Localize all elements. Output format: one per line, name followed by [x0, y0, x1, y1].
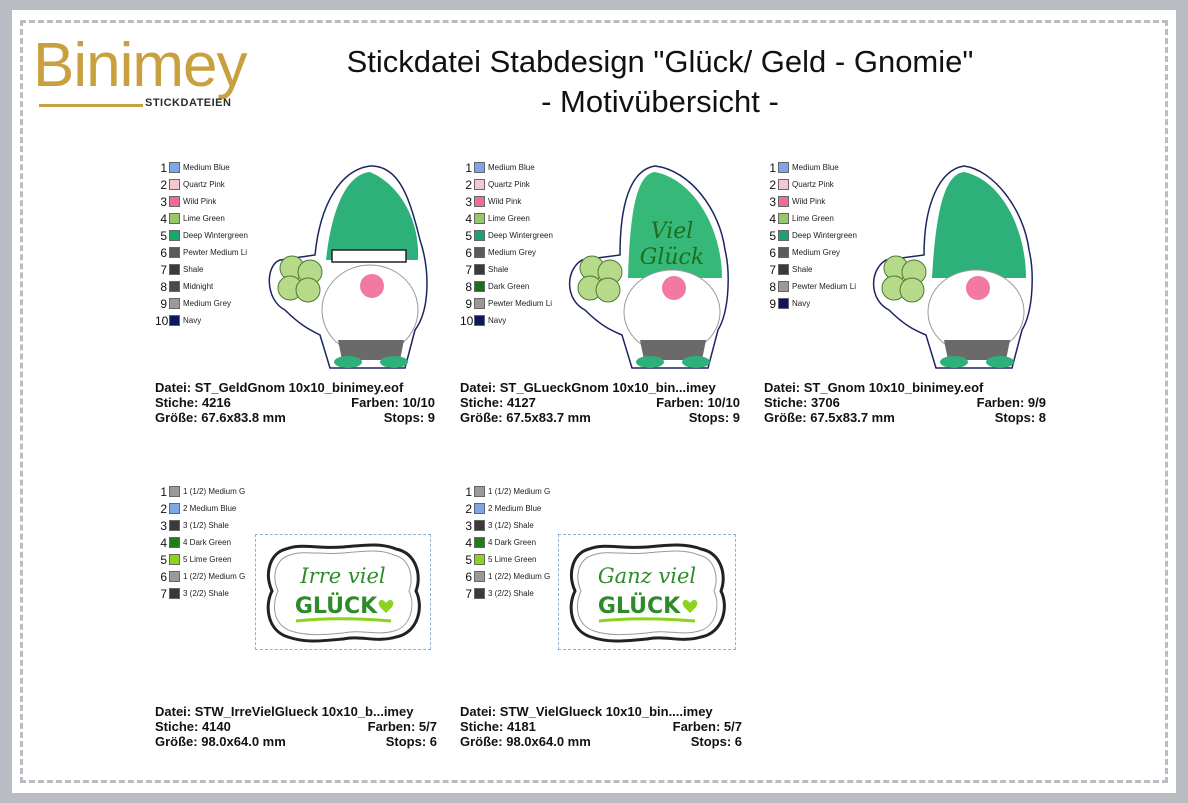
legend-color-name: 3 (1/2) Shale — [488, 521, 534, 530]
legend-number: 3 — [769, 194, 776, 209]
legend-item — [764, 245, 840, 260]
legend-color-name: 1 (1/2) Medium G — [183, 487, 246, 496]
legend-number: 6 — [160, 569, 167, 584]
color-swatch — [474, 315, 485, 326]
color-swatch — [169, 486, 180, 497]
legend-item — [155, 279, 213, 294]
design-info — [460, 704, 742, 749]
legend-number: 8 — [769, 279, 776, 294]
design-info — [460, 380, 740, 425]
color-swatch — [778, 162, 789, 173]
color-swatch — [169, 554, 180, 565]
stitch-count: Stiche: 4216 — [155, 395, 231, 410]
color-count: Farben: 5/7 — [672, 719, 742, 734]
legend-item — [155, 586, 229, 601]
legend-color-name: Pewter Medium Li — [488, 299, 553, 308]
size: Größe: 67.5x83.7 mm — [764, 410, 895, 425]
color-swatch — [778, 196, 789, 207]
size: Größe: 67.5x83.7 mm — [460, 410, 591, 425]
art-line-1: Ganz viel — [597, 564, 697, 588]
color-swatch — [778, 298, 789, 309]
file-name: Datei: STW_IrreVielGlueck 10x10_b...imey — [155, 704, 414, 719]
color-swatch — [169, 588, 180, 599]
legend-color-name: Medium Grey — [792, 248, 841, 257]
design-card-2[interactable] — [460, 160, 750, 430]
legend-item — [460, 279, 529, 294]
design-card-1[interactable] — [155, 160, 445, 430]
legend-number: 2 — [465, 177, 472, 192]
patch-frame — [558, 534, 736, 650]
legend-color-name: 1 (2/2) Medium G — [183, 572, 246, 581]
legend-color-name: Medium Blue — [792, 163, 839, 172]
color-swatch — [474, 179, 485, 190]
legend-color-name: 5 Lime Green — [488, 555, 537, 564]
legend-item — [155, 245, 247, 260]
legend-color-name: Shale — [488, 265, 509, 274]
legend-item — [764, 279, 856, 294]
design-info — [155, 704, 437, 749]
size: Größe: 67.6x83.8 mm — [155, 410, 286, 425]
legend-item — [460, 518, 534, 533]
stop-count: Stops: 9 — [383, 410, 435, 425]
color-swatch — [778, 281, 789, 292]
legend-number: 1 — [160, 160, 167, 175]
color-swatch — [169, 230, 180, 241]
legend-color-name: Navy — [488, 316, 507, 325]
legend-color-name: 3 (1/2) Shale — [183, 521, 229, 530]
legend-item — [460, 296, 552, 311]
file-name: Datei: ST_Gnom 10x10_binimey.eof — [764, 380, 984, 395]
legend-number: 7 — [160, 262, 167, 277]
color-swatch — [169, 264, 180, 275]
color-swatch — [474, 486, 485, 497]
stitch-count: Stiche: 4181 — [460, 719, 536, 734]
color-swatch — [474, 298, 485, 309]
color-swatch — [169, 537, 180, 548]
color-swatch — [474, 554, 485, 565]
color-swatch — [169, 247, 180, 258]
file-name: Datei: STW_VielGlueck 10x10_bin....imey — [460, 704, 713, 719]
legend-number: 4 — [160, 535, 167, 550]
legend-number: 1 — [465, 160, 472, 175]
legend-number: 3 — [465, 518, 472, 533]
legend-item — [764, 296, 810, 311]
color-swatch — [169, 520, 180, 531]
color-swatch — [169, 298, 180, 309]
legend-color-name: Shale — [183, 265, 204, 274]
legend-color-name: Deep Wintergreen — [183, 231, 248, 240]
legend-color-name: Dark Green — [488, 282, 530, 291]
legend-item — [460, 484, 550, 499]
legend-number: 3 — [160, 194, 167, 209]
page-title — [290, 42, 1030, 122]
legend-color-name: 3 (2/2) Shale — [183, 589, 229, 598]
legend-color-name: Pewter Medium Li — [183, 248, 248, 257]
patch-frame — [255, 534, 431, 650]
legend-number: 9 — [465, 296, 472, 311]
legend-item — [155, 211, 225, 226]
design-card-3[interactable] — [764, 160, 1054, 430]
legend-number: 5 — [465, 228, 472, 243]
legend-item — [460, 552, 536, 567]
color-swatch — [778, 230, 789, 241]
legend-item — [155, 535, 231, 550]
legend-color-name: Medium Grey — [183, 299, 232, 308]
color-swatch — [169, 315, 180, 326]
stitch-count: Stiche: 4140 — [155, 719, 231, 734]
legend-item — [764, 160, 839, 175]
legend-item — [155, 296, 231, 311]
legend-color-name: Pewter Medium Li — [792, 282, 857, 291]
legend-item — [460, 211, 530, 226]
legend-item — [155, 262, 203, 277]
legend-number: 6 — [465, 569, 472, 584]
title-line-2: - Motivübersicht - — [541, 84, 779, 119]
legend-color-name: Lime Green — [183, 214, 225, 223]
legend-color-name: 2 Medium Blue — [488, 504, 542, 513]
legend-number: 8 — [465, 279, 472, 294]
color-swatch — [169, 503, 180, 514]
legend-number: 2 — [160, 177, 167, 192]
legend-color-name: Deep Wintergreen — [488, 231, 553, 240]
design-card-5[interactable] — [460, 484, 750, 754]
legend-number: 5 — [465, 552, 472, 567]
patch-image — [559, 535, 735, 649]
legend-item — [155, 484, 245, 499]
legend-number: 7 — [769, 262, 776, 277]
legend-item — [155, 313, 201, 328]
stop-count: Stops: 9 — [688, 410, 740, 425]
legend-number: 5 — [160, 552, 167, 567]
patch-image — [256, 535, 430, 649]
legend-item — [155, 518, 229, 533]
legend-item — [460, 535, 536, 550]
stitch-count: Stiche: 4127 — [460, 395, 536, 410]
stitch-count: Stiche: 3706 — [764, 395, 840, 410]
legend-item — [155, 160, 230, 175]
legend-item — [764, 211, 834, 226]
legend-color-name: Navy — [183, 316, 202, 325]
legend-item — [764, 177, 834, 192]
legend-item — [460, 177, 530, 192]
color-swatch — [474, 537, 485, 548]
legend-number: 6 — [769, 245, 776, 260]
color-swatch — [474, 264, 485, 275]
legend-item — [155, 177, 225, 192]
legend-color-name: Medium Grey — [488, 248, 537, 257]
color-count: Farben: 10/10 — [656, 395, 740, 410]
art-text: Glück — [639, 245, 705, 270]
legend-color-name: 5 Lime Green — [183, 555, 232, 564]
logo — [33, 30, 278, 122]
legend-number: 9 — [160, 296, 167, 311]
color-count: Farben: 5/7 — [367, 719, 437, 734]
logo-needle-line — [39, 104, 143, 107]
legend-color-name: Lime Green — [488, 214, 530, 223]
legend-number: 7 — [160, 586, 167, 601]
legend-item — [460, 586, 534, 601]
legend-color-name: Medium Blue — [183, 163, 230, 172]
legend-number: 9 — [769, 296, 776, 311]
color-swatch — [169, 196, 180, 207]
legend-number: 2 — [465, 501, 472, 516]
art-line-2: GLÜCK — [597, 594, 681, 619]
file-name: Datei: ST_GeldGnom 10x10_binimey.eof — [155, 380, 404, 395]
legend-number: 3 — [465, 194, 472, 209]
legend-item — [460, 313, 506, 328]
color-swatch — [169, 162, 180, 173]
legend-color-name: 4 Dark Green — [488, 538, 537, 547]
color-swatch — [169, 213, 180, 224]
legend-item — [764, 262, 812, 277]
legend-number: 2 — [769, 177, 776, 192]
legend-number: 4 — [769, 211, 776, 226]
color-swatch — [169, 281, 180, 292]
color-swatch — [474, 196, 485, 207]
legend-number: 10 — [155, 313, 169, 328]
legend-color-name: 2 Medium Blue — [183, 504, 237, 513]
legend-number: 1 — [160, 484, 167, 499]
stop-count: Stops: 6 — [385, 734, 437, 749]
color-swatch — [474, 571, 485, 582]
color-swatch — [778, 247, 789, 258]
design-info — [155, 380, 435, 425]
legend-item — [460, 569, 550, 584]
legend-number: 8 — [160, 279, 167, 294]
legend-number: 1 — [769, 160, 776, 175]
stop-count: Stops: 6 — [690, 734, 742, 749]
color-swatch — [474, 503, 485, 514]
legend-item — [764, 194, 825, 209]
design-card-4[interactable] — [155, 484, 445, 754]
color-swatch — [474, 230, 485, 241]
legend-color-name: Quartz Pink — [792, 180, 834, 189]
logo-subtitle: STICKDATEIEN — [145, 97, 232, 109]
gnome-luck-image — [560, 160, 740, 372]
color-swatch — [474, 588, 485, 599]
legend-color-name: Wild Pink — [488, 197, 522, 206]
color-swatch — [169, 571, 180, 582]
legend-item — [460, 245, 536, 260]
legend-color-name: Midnight — [183, 282, 214, 291]
legend-number: 7 — [465, 262, 472, 277]
legend-number: 3 — [160, 518, 167, 533]
legend-color-name: Shale — [792, 265, 813, 274]
legend-number: 4 — [465, 535, 472, 550]
color-swatch — [474, 520, 485, 531]
gnome-money-image — [260, 160, 435, 372]
gnome-image — [864, 160, 1044, 372]
legend-color-name: 1 (1/2) Medium G — [488, 487, 551, 496]
color-count: Farben: 9/9 — [976, 395, 1046, 410]
legend-color-name: 4 Dark Green — [183, 538, 232, 547]
legend-color-name: Navy — [792, 299, 811, 308]
legend-number: 5 — [769, 228, 776, 243]
legend-color-name: Deep Wintergreen — [792, 231, 857, 240]
legend-item — [460, 501, 541, 516]
legend-item — [155, 569, 245, 584]
legend-number: 10 — [460, 313, 474, 328]
size: Größe: 98.0x64.0 mm — [155, 734, 286, 749]
legend-item — [155, 194, 216, 209]
stop-count: Stops: 8 — [994, 410, 1046, 425]
legend-item — [155, 552, 231, 567]
legend-color-name: Wild Pink — [183, 197, 217, 206]
legend-number: 7 — [465, 586, 472, 601]
size: Größe: 98.0x64.0 mm — [460, 734, 591, 749]
legend-number: 5 — [160, 228, 167, 243]
legend-item — [460, 228, 553, 243]
color-swatch — [778, 213, 789, 224]
legend-color-name: Quartz Pink — [183, 180, 225, 189]
legend-number: 4 — [465, 211, 472, 226]
file-name: Datei: ST_GLueckGnom 10x10_bin...imey — [460, 380, 716, 395]
legend-number: 2 — [160, 501, 167, 516]
legend-number: 4 — [160, 211, 167, 226]
legend-color-name: Quartz Pink — [488, 180, 530, 189]
color-swatch — [474, 247, 485, 258]
legend-item — [460, 160, 535, 175]
legend-number: 6 — [465, 245, 472, 260]
legend-item — [155, 228, 248, 243]
legend-color-name: Lime Green — [792, 214, 834, 223]
design-info — [764, 380, 1046, 425]
color-count: Farben: 10/10 — [351, 395, 435, 410]
legend-color-name: Wild Pink — [792, 197, 826, 206]
color-swatch — [778, 179, 789, 190]
color-swatch — [169, 179, 180, 190]
legend-number: 1 — [465, 484, 472, 499]
color-swatch — [474, 162, 485, 173]
color-swatch — [474, 213, 485, 224]
legend-item — [155, 501, 236, 516]
legend-color-name: 3 (2/2) Shale — [488, 589, 534, 598]
color-swatch — [474, 281, 485, 292]
color-swatch — [778, 264, 789, 275]
legend-number: 6 — [160, 245, 167, 260]
logo-wordmark: Binimey — [33, 31, 247, 100]
art-line-1: Irre viel — [300, 564, 386, 588]
legend-color-name: Medium Blue — [488, 163, 535, 172]
legend-item — [764, 228, 857, 243]
art-line-2: GLÜCK — [294, 594, 378, 619]
legend-item — [460, 262, 508, 277]
legend-color-name: 1 (2/2) Medium G — [488, 572, 551, 581]
title-line-1: Stickdatei Stabdesign "Glück/ Geld - Gnomie" — [346, 44, 974, 79]
legend-item — [460, 194, 521, 209]
art-text: Viel — [650, 219, 694, 244]
